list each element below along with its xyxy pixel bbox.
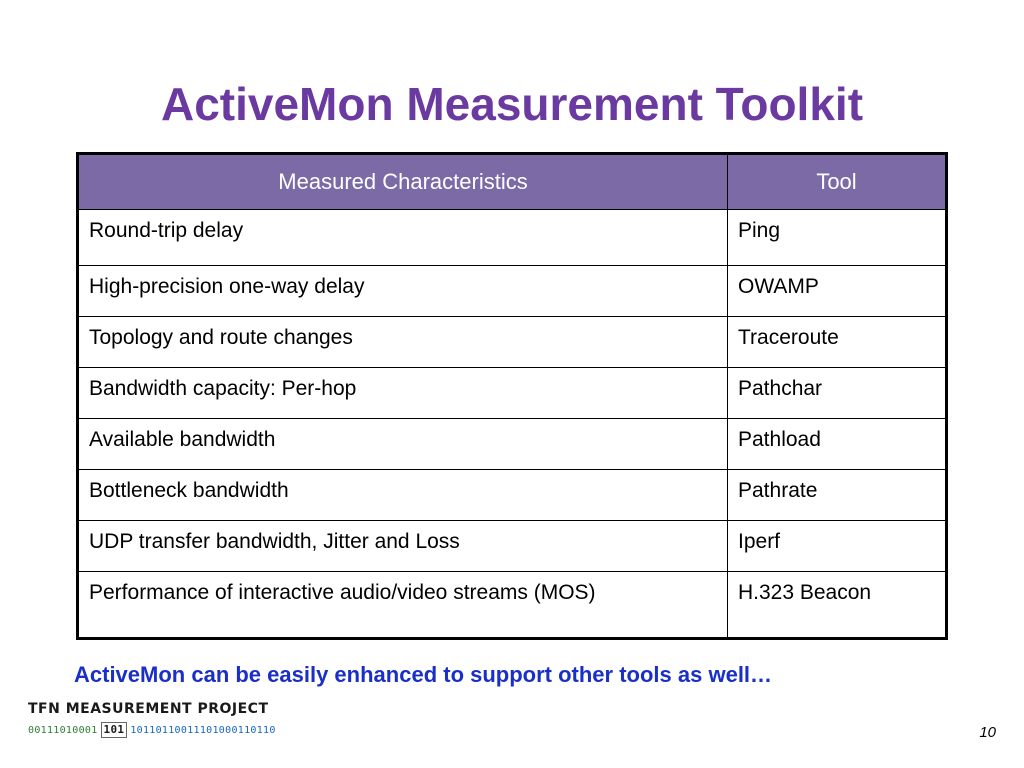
tool-cell: Pathchar bbox=[728, 368, 947, 419]
logo-binary-left: 00111010001 bbox=[28, 724, 98, 736]
tool-cell: Pathload bbox=[728, 419, 947, 470]
header-measured-characteristics: Measured Characteristics bbox=[78, 154, 728, 210]
table-row bbox=[78, 368, 947, 419]
table-row bbox=[78, 210, 947, 266]
tool-cell: Ping bbox=[728, 210, 947, 266]
characteristic-cell: Bandwidth capacity: Per-hop bbox=[78, 368, 728, 419]
table-row bbox=[78, 521, 947, 572]
header-tool: Tool bbox=[728, 154, 947, 210]
logo-binary-right: 10110110011101000110110 bbox=[130, 724, 276, 736]
table-row bbox=[78, 266, 947, 317]
table-row bbox=[78, 317, 947, 368]
logo-title: TFN MEASUREMENT PROJECT bbox=[28, 701, 269, 717]
characteristic-cell: Performance of interactive audio/video streams (MOS) bbox=[78, 572, 728, 639]
measurement-tools-table bbox=[76, 152, 948, 640]
table-row bbox=[78, 470, 947, 521]
table-row bbox=[78, 572, 947, 639]
characteristic-cell: Available bandwidth bbox=[78, 419, 728, 470]
footer-note: ActiveMon can be easily enhanced to support other tools as well… bbox=[74, 662, 773, 687]
logo-box-icon: 101 bbox=[101, 722, 128, 738]
tool-cell: Pathrate bbox=[728, 470, 947, 521]
slide-title: ActiveMon Measurement Toolkit bbox=[160, 78, 864, 130]
characteristic-cell: UDP transfer bandwidth, Jitter and Loss bbox=[78, 521, 728, 572]
characteristic-cell: High-precision one-way delay bbox=[78, 266, 728, 317]
characteristic-cell: Bottleneck bandwidth bbox=[78, 470, 728, 521]
tool-cell: Iperf bbox=[728, 521, 947, 572]
tool-cell: Traceroute bbox=[728, 317, 947, 368]
tool-cell: H.323 Beacon bbox=[728, 572, 947, 639]
page-number: 10 bbox=[979, 724, 996, 741]
characteristic-cell: Round-trip delay bbox=[78, 210, 728, 266]
tool-cell: OWAMP bbox=[728, 266, 947, 317]
table-row bbox=[78, 419, 947, 470]
table-header-row bbox=[78, 154, 947, 210]
characteristic-cell: Topology and route changes bbox=[78, 317, 728, 368]
tfn-logo bbox=[28, 700, 298, 750]
logo-binary-strip bbox=[28, 722, 298, 738]
